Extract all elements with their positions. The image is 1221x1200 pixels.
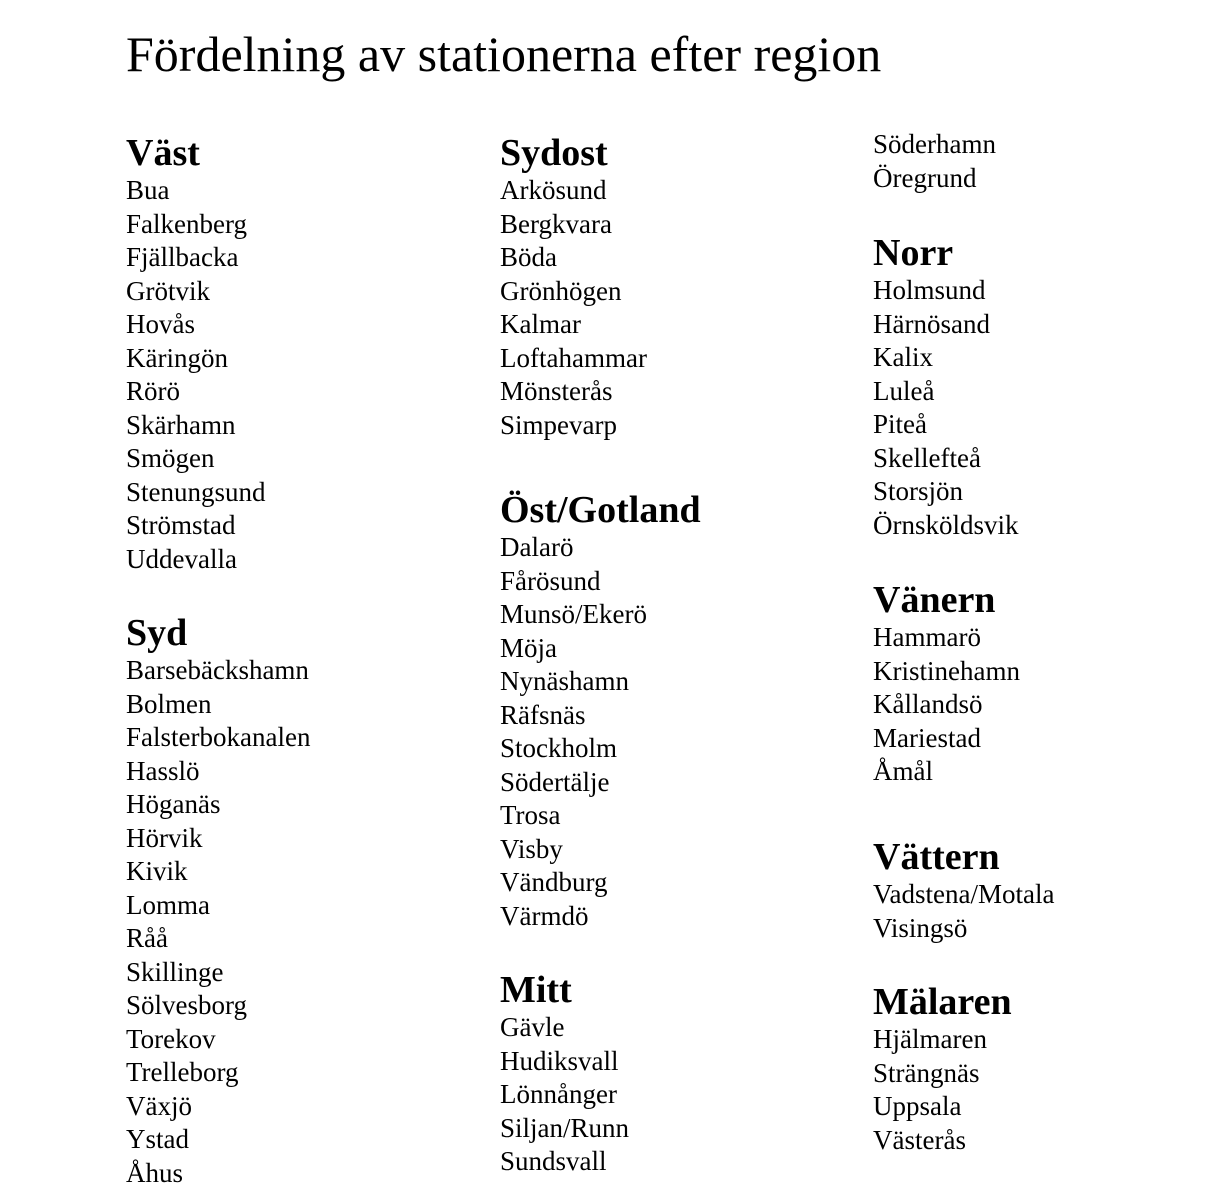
station-item: Barsebäckshamn [126, 655, 309, 685]
station-item: Västerås [873, 1124, 966, 1155]
station-item: Torekov [126, 1023, 216, 1054]
station-item: Trosa [500, 800, 561, 830]
station-item: Bua [126, 175, 170, 205]
station-item: Uddevalla [126, 543, 237, 574]
station-item: Mariestad [873, 722, 981, 753]
region-heading: Mitt [500, 969, 572, 1011]
station-item: Södertälje [500, 766, 610, 797]
station-item: Gävle [500, 1012, 565, 1042]
station-item: Skärhamn [126, 409, 236, 440]
region-heading: Vänern [873, 579, 996, 621]
station-item: Växjö [126, 1090, 192, 1121]
station-item: Ystad [126, 1124, 189, 1154]
region-heading: Mälaren [873, 981, 1012, 1023]
station-item: Munsö/Ekerö [500, 599, 647, 629]
station-item: Stockholm [500, 733, 618, 763]
station-item: Åhus [126, 1157, 184, 1188]
station-item: Råå [126, 923, 168, 953]
station-item: Höganäs [126, 789, 221, 819]
station-item: Loftahammar [500, 342, 647, 373]
station-item: Hasslö [126, 755, 200, 786]
station-item: Uppsala [873, 1091, 962, 1121]
station-item: Öregrund [873, 162, 977, 193]
region-malaren [873, 981, 1012, 1157]
station-item: Rörö [126, 376, 180, 406]
region-mitt [500, 969, 629, 1179]
page-title: Fördelning av stationerna efter region [126, 26, 882, 82]
station-item: Grötvik [126, 275, 210, 306]
station-item: Holmsund [873, 275, 986, 305]
region-heading: Vättern [873, 836, 1000, 878]
station-item: Hovås [126, 309, 195, 339]
region-ost-gotland [500, 489, 701, 933]
station-item: Falsterbokanalen [126, 722, 311, 752]
region-norr [873, 232, 1019, 542]
station-item: Nynäshamn [500, 666, 629, 696]
station-item: Skellefteå [873, 442, 981, 473]
station-item: Kållandsö [873, 689, 983, 719]
station-item: Fårösund [500, 565, 601, 596]
station-item: Hörvik [126, 822, 203, 853]
station-item: Falkenberg [126, 208, 247, 239]
station-item: Böda [500, 242, 557, 272]
station-item: Käringön [126, 342, 228, 373]
station-item: Härnösand [873, 308, 990, 339]
station-item: Söderhamn [873, 129, 996, 159]
region-heading: Väst [126, 132, 200, 174]
station-item: Räfsnäs [500, 699, 586, 730]
station-item: Bolmen [126, 688, 212, 719]
region-mitt-continued [873, 128, 996, 195]
station-item: Sölvesborg [126, 990, 248, 1020]
station-item: Simpevarp [500, 409, 617, 440]
station-item: Bergkvara [500, 208, 612, 239]
station-item: Smögen [126, 443, 215, 473]
station-item: Storsjön [873, 476, 964, 506]
station-item: Möja [500, 632, 557, 663]
station-item: Hammarö [873, 622, 981, 652]
station-item: Hjälmaren [873, 1024, 987, 1054]
station-item: Piteå [873, 409, 927, 439]
station-item: Åmål [873, 756, 933, 786]
station-item: Strängnäs [873, 1057, 980, 1088]
station-item: Visingsö [873, 912, 968, 943]
station-item: Visby [500, 833, 563, 864]
region-vanern [873, 579, 1020, 789]
station-item: Lomma [126, 889, 210, 920]
station-item: Skillinge [126, 956, 224, 987]
station-item: Dalarö [500, 532, 574, 562]
station-item: Lönnånger [500, 1079, 617, 1109]
station-item: Siljan/Runn [500, 1112, 630, 1143]
station-item: Luleå [873, 375, 935, 406]
region-heading: Syd [126, 612, 188, 654]
region-heading: Norr [873, 232, 954, 274]
station-item: Sundsvall [500, 1146, 607, 1176]
station-item: Trelleborg [126, 1057, 239, 1087]
region-vast [126, 132, 266, 576]
station-item: Stenungsund [126, 476, 266, 507]
station-item: Fjällbacka [126, 242, 239, 272]
station-item: Arkösund [500, 175, 607, 205]
station-item: Mönsterås [500, 376, 613, 406]
station-item: Kivik [126, 856, 188, 886]
station-item: Strömstad [126, 510, 236, 540]
station-item: Kalmar [500, 309, 581, 339]
station-item: Hudiksvall [500, 1045, 619, 1076]
station-item: Grönhögen [500, 275, 622, 306]
region-sydost [500, 132, 647, 442]
station-item: Vadstena/Motala [873, 879, 1055, 909]
station-item: Kalix [873, 342, 933, 372]
station-item: Kristinehamn [873, 655, 1020, 686]
region-syd [126, 612, 310, 1190]
station-item: Värmdö [500, 900, 589, 931]
region-heading: Sydost [500, 132, 608, 174]
region-heading: Öst/Gotland [500, 489, 701, 531]
station-item: Vändburg [500, 867, 608, 897]
station-item: Örnsköldsvik [873, 509, 1019, 540]
region-vattern [873, 836, 1054, 945]
